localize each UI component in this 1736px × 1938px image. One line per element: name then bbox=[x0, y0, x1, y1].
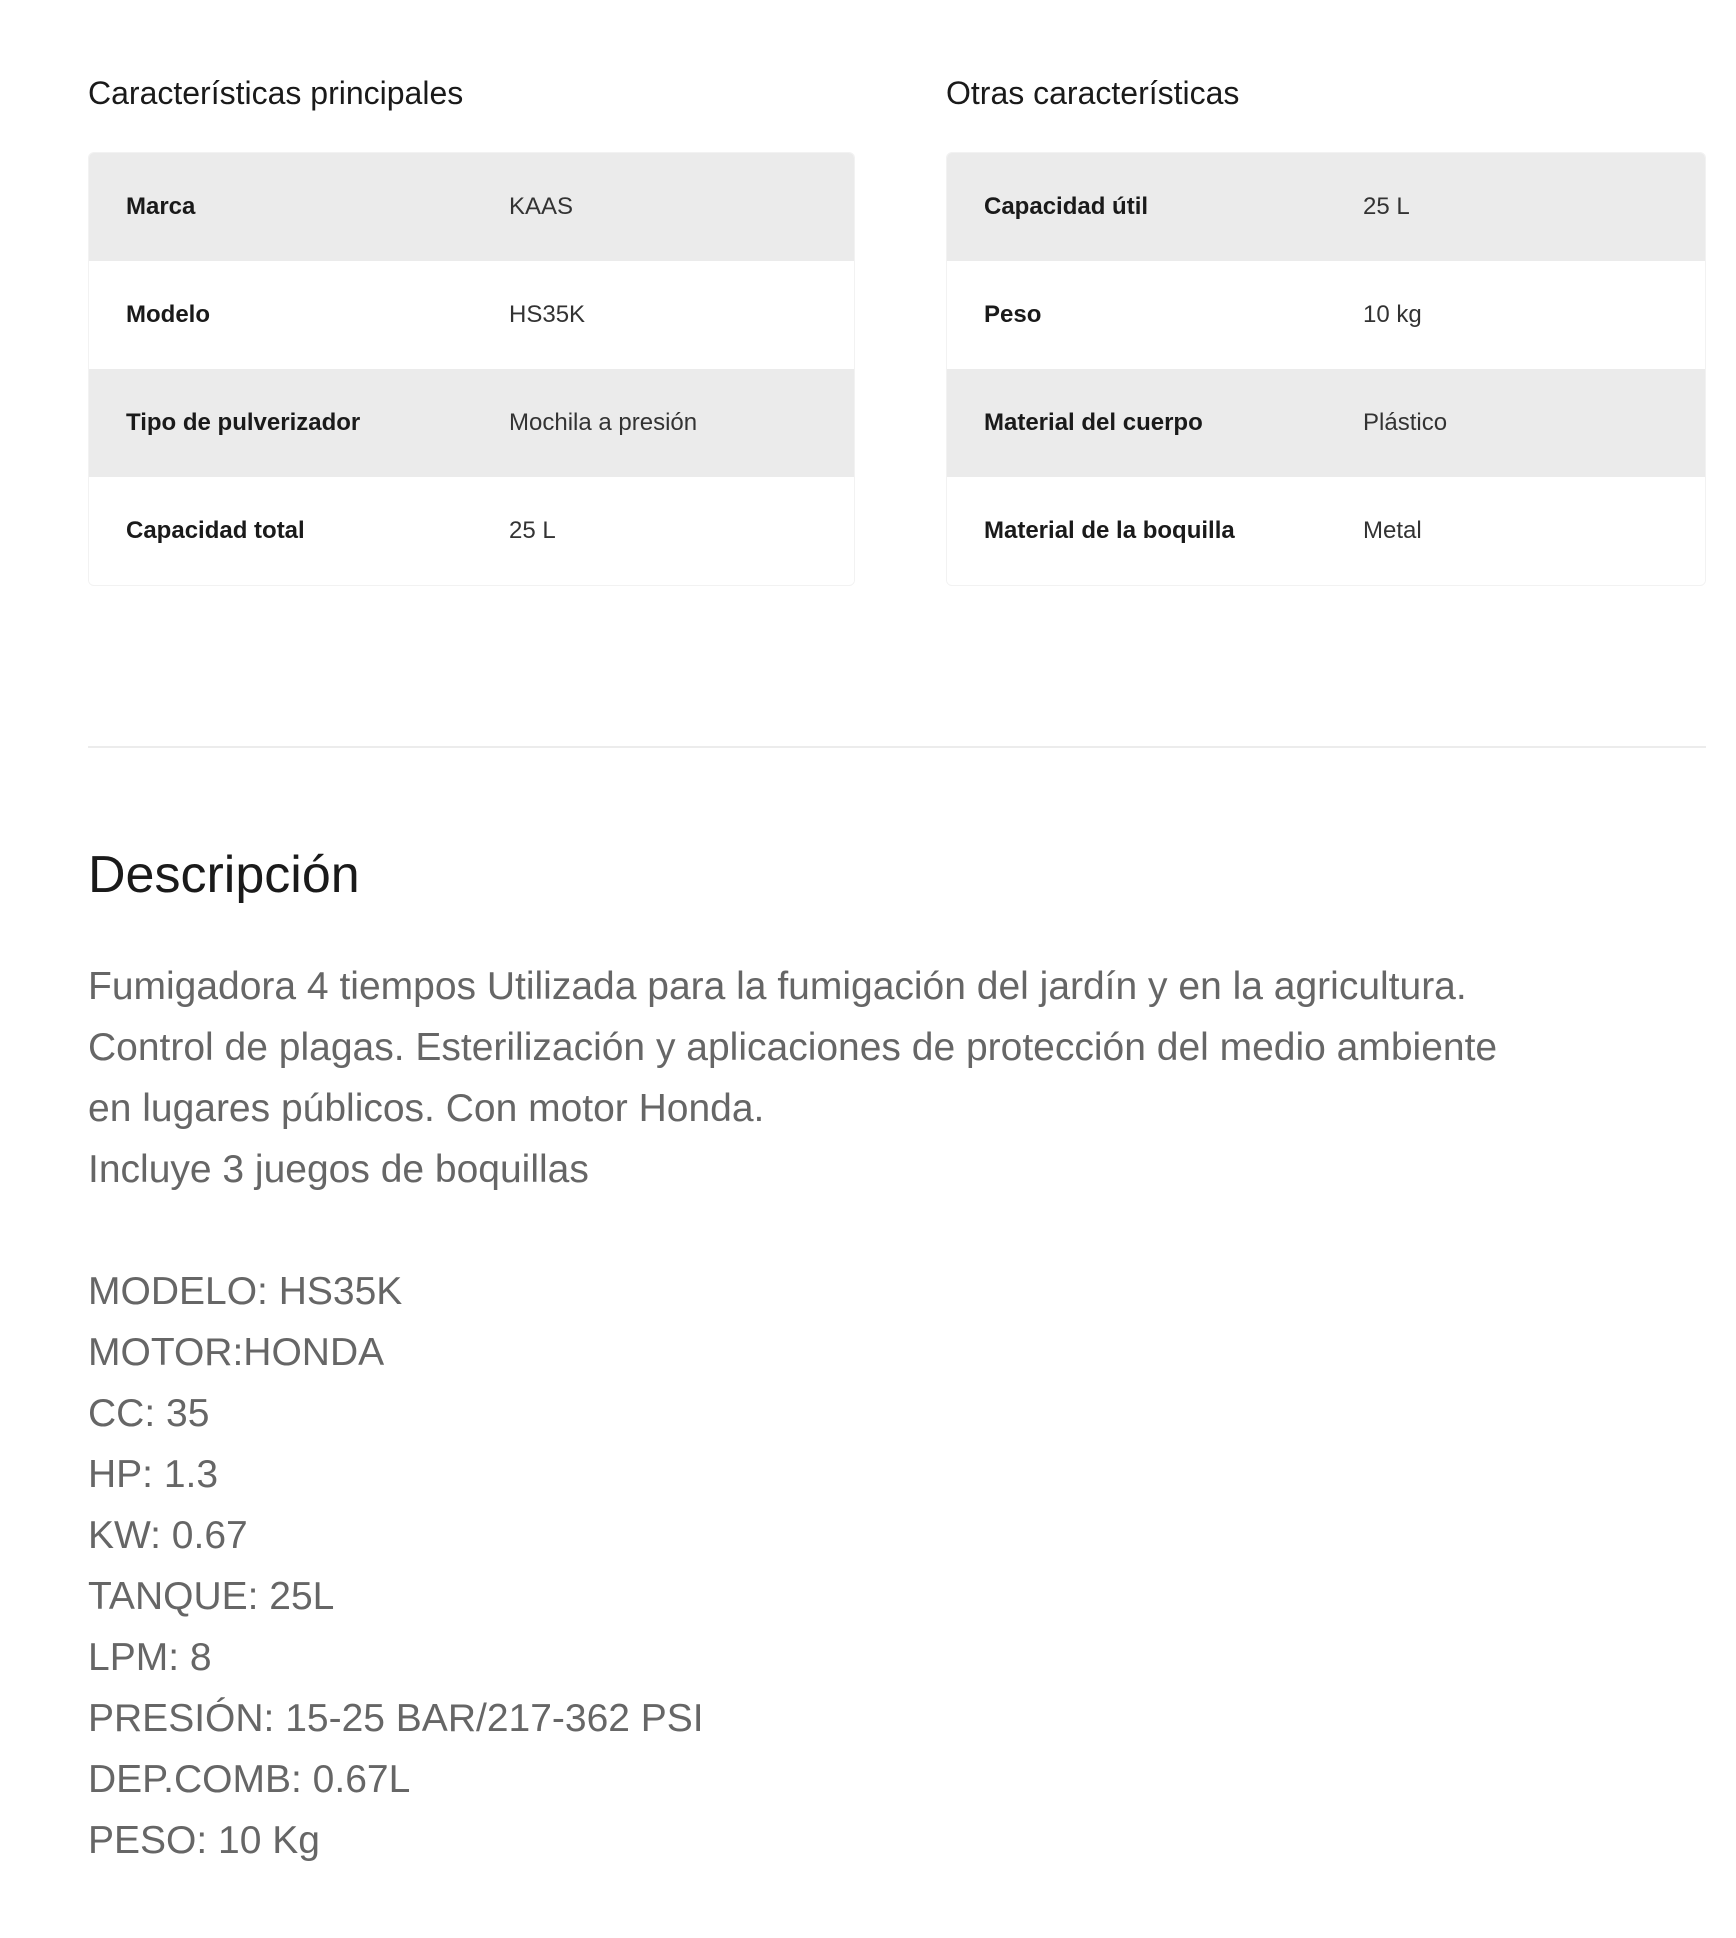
spec-row-tipo-pulverizador bbox=[89, 369, 854, 477]
spec-value: 25 L bbox=[509, 517, 556, 544]
spec-line: MODELO: HS35K bbox=[88, 1270, 403, 1313]
description-body bbox=[88, 956, 1718, 1871]
spec-label: Marca bbox=[126, 193, 196, 220]
spec-value: 25 L bbox=[1363, 193, 1410, 220]
other-specs-table bbox=[946, 152, 1706, 586]
other-specs-column bbox=[946, 68, 1706, 544]
spec-line: LPM: 8 bbox=[88, 1636, 212, 1679]
main-specs-title: Características principales bbox=[88, 75, 464, 111]
spec-value: Plástico bbox=[1363, 409, 1448, 436]
spec-line: MOTOR:HONDA bbox=[88, 1331, 385, 1374]
section-divider bbox=[88, 746, 1706, 748]
description-section bbox=[88, 838, 1718, 1862]
spec-row-material-cuerpo bbox=[947, 369, 1705, 477]
spec-value: 10 kg bbox=[1363, 301, 1422, 328]
spec-label: Peso bbox=[984, 301, 1042, 328]
specifications-section bbox=[88, 68, 1706, 588]
spec-line: PESO: 10 Kg bbox=[88, 1819, 320, 1862]
spec-label: Capacidad útil bbox=[984, 193, 1149, 220]
spec-label: Tipo de pulverizador bbox=[126, 409, 361, 436]
spec-label: Capacidad total bbox=[126, 517, 305, 544]
spec-line: CC: 35 bbox=[88, 1392, 210, 1435]
spec-value: KAAS bbox=[509, 193, 574, 220]
other-specs-title: Otras características bbox=[946, 75, 1240, 111]
spec-value: HS35K bbox=[509, 301, 586, 328]
spec-line: KW: 0.67 bbox=[88, 1514, 248, 1557]
description-line: Control de plagas. Esterilización y aplicaciones de protección del medio ambiente bbox=[88, 1026, 1498, 1069]
spec-row-marca bbox=[89, 153, 854, 261]
spec-label: Modelo bbox=[126, 301, 210, 328]
spec-line: TANQUE: 25L bbox=[88, 1575, 335, 1618]
spec-label: Material del cuerpo bbox=[984, 409, 1203, 436]
spec-line: HP: 1.3 bbox=[88, 1453, 219, 1496]
description-title: Descripción bbox=[88, 846, 360, 904]
main-specs-table bbox=[88, 152, 855, 586]
spec-row-modelo bbox=[89, 261, 854, 369]
spec-label: Material de la boquilla bbox=[984, 517, 1235, 544]
spec-line: PRESIÓN: 15-25 BAR/217-362 PSI bbox=[88, 1697, 704, 1740]
description-line: Incluye 3 juegos de boquillas bbox=[88, 1148, 589, 1191]
spec-value: Metal bbox=[1363, 517, 1422, 544]
spec-row-capacidad-total bbox=[89, 477, 854, 585]
spec-row-peso bbox=[947, 261, 1705, 369]
spec-row-material-boquilla bbox=[947, 477, 1705, 585]
description-line: en lugares públicos. Con motor Honda. bbox=[88, 1087, 765, 1130]
description-blank-line bbox=[88, 1200, 1718, 1261]
spec-row-capacidad-util bbox=[947, 153, 1705, 261]
description-line: Fumigadora 4 tiempos Utilizada para la fumigación del jardín y en la agricultura. bbox=[88, 965, 1467, 1008]
spec-value: Mochila a presión bbox=[509, 409, 698, 436]
main-specs-column bbox=[88, 68, 855, 544]
spec-line: DEP.COMB: 0.67L bbox=[88, 1758, 411, 1801]
